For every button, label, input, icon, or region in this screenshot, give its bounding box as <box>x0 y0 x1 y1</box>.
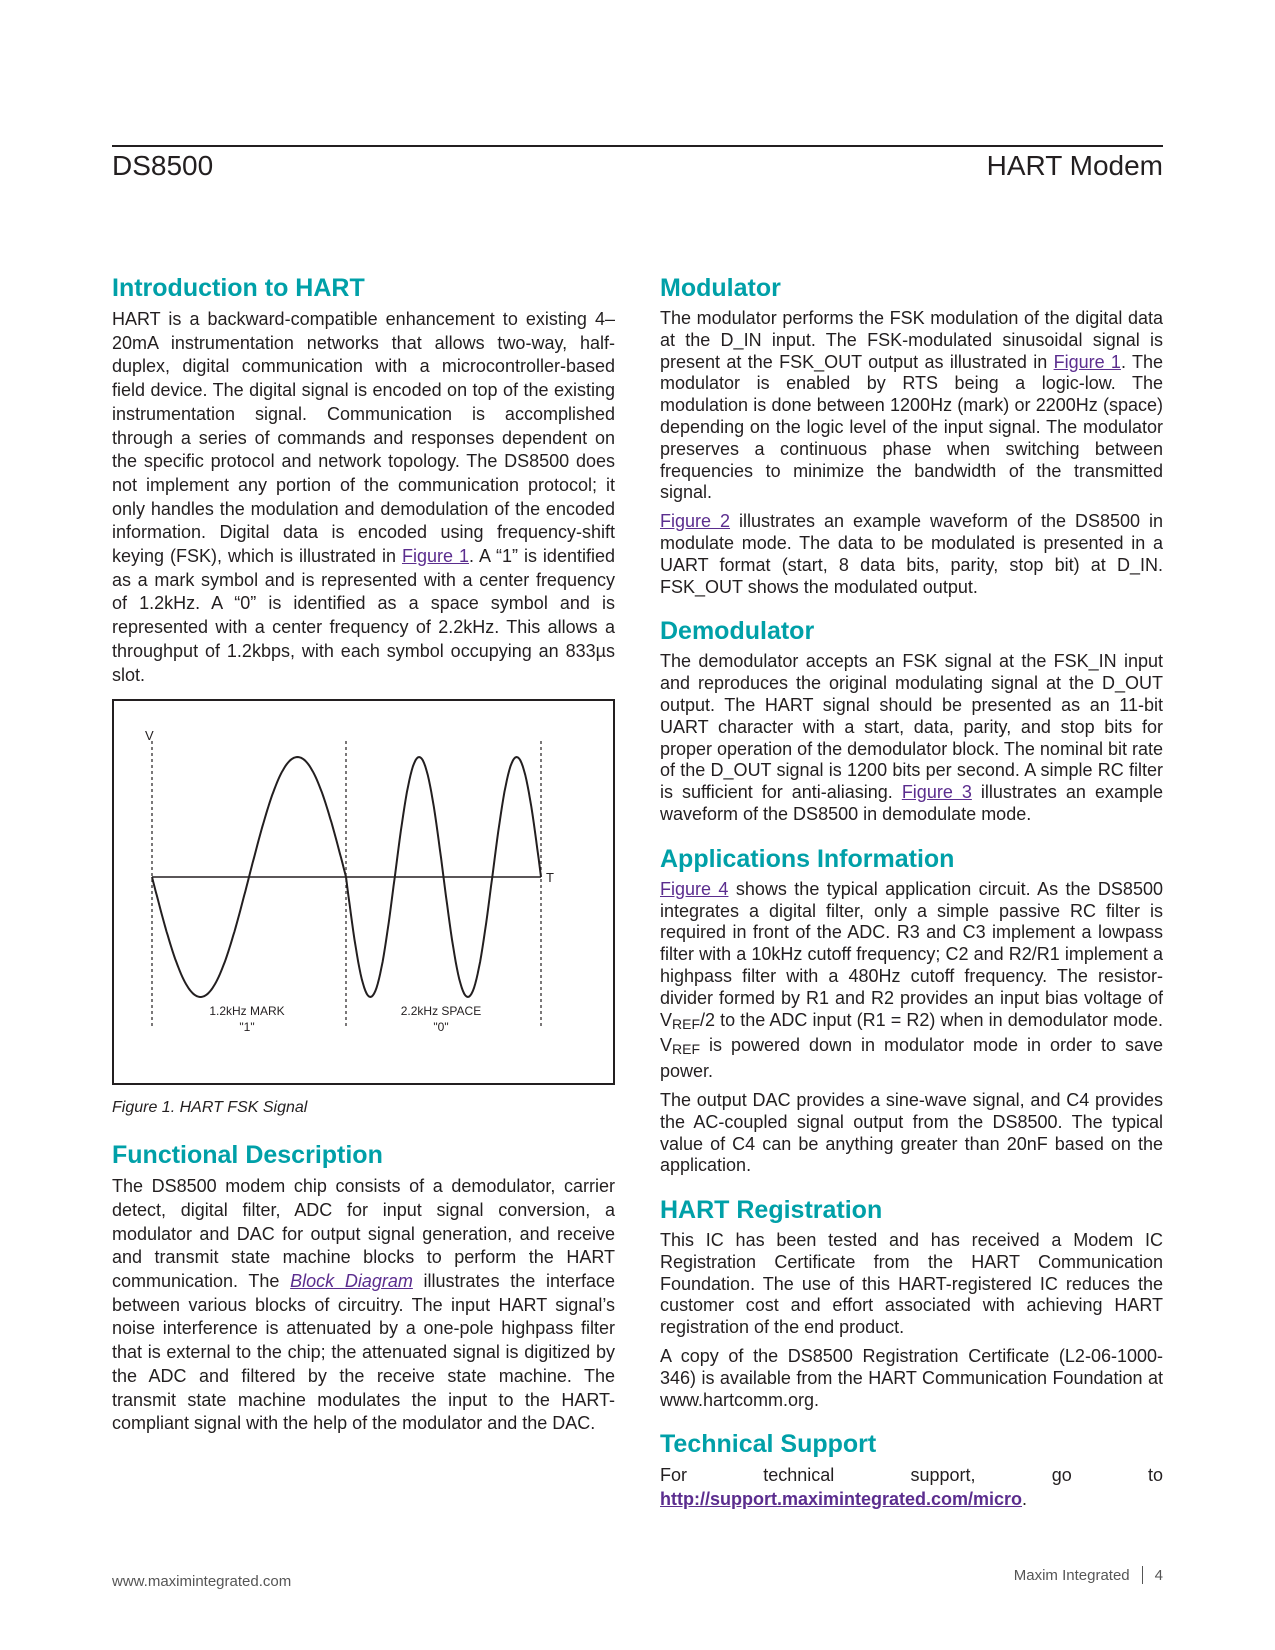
intro-text-2: . A “1” is identified as a mark symbol and is represented with a center frequency of 1.2kHz. A “0” is identified as a space symbol and is represented with a center frequency of 2.2kHz. This allows a throughput of 1.2kbps, with each symbol occupying an 833µs slot. <box>112 546 615 685</box>
applications-heading: Applications Information <box>660 844 955 873</box>
v-axis-label: V <box>145 728 154 744</box>
space-label: 2.2kHz SPACE <box>400 1004 482 1019</box>
modulator-text-2: . The modulator is enabled by RTS being a logic-low. The modulation is done between 1200Hz (mark) or 2200Hz (space) depending on the logic level of the input signal. The modulator preserves a continuous phase when switching between frequencies to minimize the bandwidth of the transmitted signal. <box>660 351 1163 503</box>
document-title: HART Modem <box>986 150 1163 181</box>
footer-website: www.maximintegrated.com <box>112 1573 292 1590</box>
demodulator-paragraph <box>660 651 1163 825</box>
figure-2-link[interactable]: Figure 2 <box>660 511 731 532</box>
functional-text-2: illustrates the interface between various blocks of circuitry. The input HART signal’s noise interference is attenuated by a one-pole highpass filter that is external to the chip; the attenuated signal is digitized by the ADC and filtered by the receive state machine. The transmit state machine modulates the input to the HART-compliant signal with the help of the modulator and the DAC. <box>112 1271 616 1434</box>
modulator-section <box>660 272 1163 598</box>
left-column <box>112 272 615 1436</box>
functional-heading: Functional Description <box>112 1141 383 1170</box>
footer-right <box>1014 1566 1163 1584</box>
fsk-signal-plot <box>114 701 613 1083</box>
functional-section <box>112 1139 615 1436</box>
t-axis-label: T <box>546 870 554 886</box>
modulator-text-3: illustrates an example waveform of the DS8500 in modulate mode. The data to be modulated is presented in a UART format (start, 8 data bits, parity, stop bit) at D_IN. FSK_OUT shows the modulated output. <box>660 511 1163 597</box>
applications-text-2: /2 to the ADC input (R1 = R2) when in demodulator mode. V <box>660 1009 1163 1056</box>
block-diagram-link[interactable]: Block Diagram <box>290 1271 413 1292</box>
hart-registration-section <box>660 1194 1163 1411</box>
demodulator-text-1: The demodulator accepts an FSK signal at the FSK_IN input and reproduces the original modulating signal at the D_OUT output. The HART signal should be presented as an 11-bit UART character with a start, data, parity, and stop bits for proper operation of the demodulator block. The nominal bit rate of the D_OUT signal is 1200 bits per second. A simple RC filter is sufficient for anti-aliasing. <box>660 651 1163 803</box>
intro-paragraph <box>112 308 615 687</box>
intro-section <box>112 272 615 687</box>
part-number: DS8500 <box>112 150 214 181</box>
technical-support-text: For technical support, go to <box>660 1465 1163 1486</box>
applications-text-3: is powered down in modulator mode in order to save power. <box>660 1035 1163 1082</box>
functional-text-1: The DS8500 modem chip consists of a demodulator, carrier detect, digital filter, ADC for input signal conversion, a modulator and DAC for output signal generation, and receive and transmit state machine blocks to perform the HART communication. The <box>112 1176 615 1292</box>
demodulator-section <box>660 615 1163 825</box>
functional-paragraph <box>112 1175 615 1436</box>
figure-1-link[interactable]: Figure 1 <box>401 546 469 567</box>
technical-support-period: . <box>1022 1488 1028 1509</box>
header-rule <box>112 145 1163 147</box>
modulator-heading: Modulator <box>660 274 781 302</box>
modulator-paragraph-1 <box>660 308 1163 504</box>
vref-subscript-2: REF <box>672 1041 701 1058</box>
applications-paragraph-2: The output DAC provides a sine-wave signal, and C4 provides the AC-coupled signal output from the DS8500. The typical value of C4 can be anything greater than 20nF based on the application. <box>660 1089 1163 1176</box>
space-value: "0" <box>433 1020 449 1035</box>
technical-support-paragraph <box>660 1464 1163 1511</box>
intro-heading: Introduction to HART <box>112 274 365 302</box>
modulator-paragraph-2 <box>660 511 1163 598</box>
page-number: 4 <box>1154 1566 1163 1584</box>
technical-support-section <box>660 1428 1163 1511</box>
mark-value: "1" <box>239 1020 255 1035</box>
support-url-link[interactable]: http://support.maximintegrated.com/micro <box>660 1488 1023 1509</box>
applications-text-1: shows the typical application circuit. As the DS8500 integrates a digital filter, only a simple passive RC filter is required in front of the ADC. R3 and C3 implement a lowpass filter with a 10kHz cutoff frequency; C2 and R2/R1 implement a highpass filter with a 480Hz cutoff frequency. The resistor-divider formed by R1 and R2 provides an input bias voltage of V <box>660 878 1163 1030</box>
applications-paragraph-1 <box>660 879 1163 1083</box>
mark-label: 1.2kHz MARK <box>209 1004 285 1019</box>
footer-separator <box>1142 1566 1143 1584</box>
vref-subscript-1: REF <box>672 1015 701 1032</box>
footer-company: Maxim Integrated <box>1013 1566 1130 1584</box>
figure-1-caption: Figure 1. HART FSK Signal <box>112 1099 308 1117</box>
applications-section <box>660 843 1163 1177</box>
demodulator-heading: Demodulator <box>660 617 815 646</box>
hart-registration-heading: HART Registration <box>660 1196 883 1225</box>
modulator-text-1: The modulator performs the FSK modulation of the digital data at the D_IN input. The FSK-modulated sinusoidal signal is present at the FSK_OUT output as illustrated in <box>660 308 1163 372</box>
hart-registration-paragraph-2: A copy of the DS8500 Registration Certificate (L2-06-1000-346) is available from the HART Communication Foundation at www.hartcomm.org. <box>660 1346 1163 1410</box>
figure-3-link[interactable]: Figure 3 <box>901 782 972 803</box>
figure-1 <box>112 699 615 1085</box>
demodulator-text-2: illustrates an example waveform of the DS8500 in demodulate mode. <box>660 782 1163 824</box>
figure-4-link[interactable]: Figure 4 <box>660 878 729 899</box>
technical-support-heading: Technical Support <box>660 1430 877 1459</box>
intro-text-1: HART is a backward-compatible enhancement to existing 4–20mA instrumentation networks that allows two-way, half-duplex, digital communication with a microcontroller-based field device. The digital signal is encoded on top of the existing instrumentation signal. Communication is accomplished through a series of commands and responses dependent on the specific protocol and network topology. The DS8500 does not implement any portion of the communication protocol; it only handles the modulation and demodulation of the encoded information. Digital data is encoded using frequency-shift keying (FSK), which is illustrated in <box>112 309 615 567</box>
hart-registration-paragraph-1: This IC has been tested and has received a Modem IC Registration Certificate from the HART Communication Foundation. The use of this HART-registered IC reduces the customer cost and effort associated with achieving HART registration of the end product. <box>660 1230 1163 1338</box>
right-column <box>660 272 1163 1511</box>
modulator-figure-1-link[interactable]: Figure 1 <box>1053 351 1121 372</box>
